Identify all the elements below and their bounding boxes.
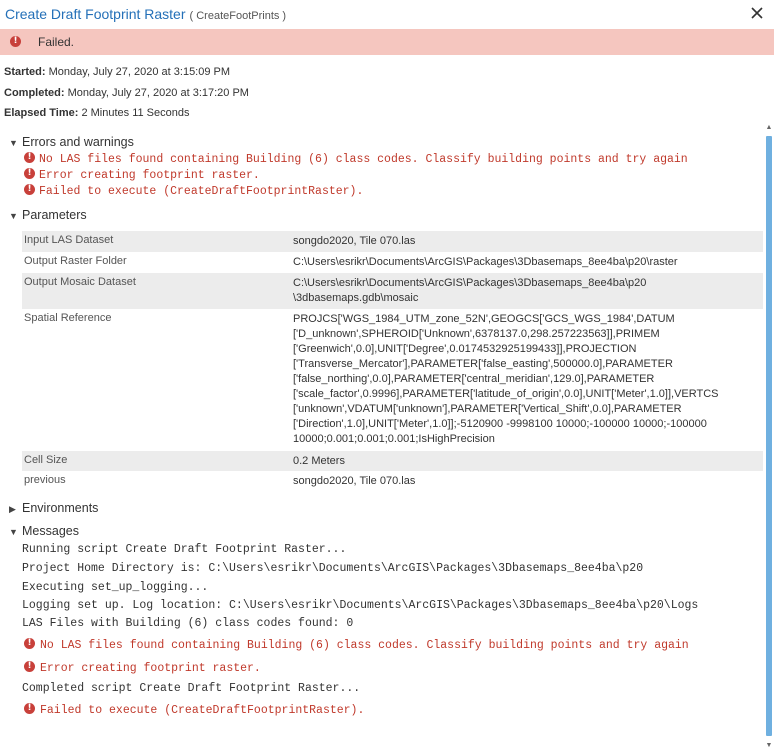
param-name: Spatial Reference bbox=[24, 312, 112, 324]
message-error-text: Failed to execute (CreateDraftFootprintRaster). bbox=[40, 704, 365, 717]
param-value bbox=[293, 234, 753, 249]
param-row bbox=[22, 309, 763, 451]
messages-section-header[interactable] bbox=[9, 524, 79, 538]
message-line: Running script Create Draft Footprint Raster... bbox=[22, 543, 347, 556]
message-line: LAS Files with Building (6) class codes found: 0 bbox=[22, 617, 354, 630]
param-value-line: songdo2020, Tile 070.las bbox=[293, 235, 416, 247]
message-line: Project Home Directory is: C:\Users\esrikr\Documents\ArcGIS\Packages\3Dbasemaps_8ee4ba\p20 bbox=[22, 562, 644, 575]
error-icon: ! bbox=[24, 638, 35, 649]
elapsed-info bbox=[4, 107, 189, 119]
param-value bbox=[293, 255, 753, 270]
parameters-heading: Parameters bbox=[22, 208, 87, 222]
chevron-right-icon: ▶ bbox=[9, 504, 16, 514]
error-icon: ! bbox=[24, 703, 35, 714]
errors-section-header[interactable] bbox=[9, 135, 134, 149]
scroll-up-icon[interactable]: ▲ bbox=[765, 124, 773, 131]
message-error-line bbox=[24, 639, 689, 652]
param-value-line: C:\Users\esrikr\Documents\ArcGIS\Packages\3Dbasemaps_8ee4ba\p20 bbox=[293, 277, 647, 289]
started-label: Started: bbox=[4, 66, 46, 78]
param-value-line: C:\Users\esrikr\Documents\ArcGIS\Packages\3Dbasemaps_8ee4ba\p20\raster bbox=[293, 256, 678, 268]
message-error-text: No LAS files found containing Building (6) class codes. Classify building points and try again bbox=[40, 639, 689, 652]
started-info bbox=[4, 66, 230, 78]
param-name: Output Raster Folder bbox=[24, 255, 127, 267]
vertical-scrollbar[interactable] bbox=[764, 124, 774, 754]
chevron-down-icon: ▼ bbox=[9, 527, 18, 537]
param-value-line: ['scale_factor',0.9996],PARAMETER['latitude_of_origin',0.0],UNIT['Meter',1.0]],VERTCS bbox=[293, 388, 719, 400]
param-value bbox=[293, 312, 753, 447]
environments-section-header[interactable] bbox=[9, 501, 98, 515]
param-value-line: ['Transverse_Mercator'],PARAMETER['false_easting',500000.0],PARAMETER bbox=[293, 358, 673, 370]
started-value: Monday, July 27, 2020 at 3:15:09 PM bbox=[48, 66, 231, 78]
message-error-text: Error creating footprint raster. bbox=[40, 662, 261, 675]
completed-value: Monday, July 27, 2020 at 3:17:20 PM bbox=[67, 87, 249, 99]
message-error-line bbox=[24, 704, 364, 717]
message-line: Completed script Create Draft Footprint Raster... bbox=[22, 682, 361, 695]
completed-label: Completed: bbox=[4, 87, 65, 99]
tool-title: Create Draft Footprint Raster bbox=[5, 6, 186, 22]
param-row bbox=[22, 273, 763, 309]
messages-heading: Messages bbox=[22, 524, 79, 538]
param-value-line: ['D_unknown',SPHEROID['Unknown',6378137.0,298.257223563]],PRIMEM bbox=[293, 328, 660, 340]
param-name: Output Mosaic Dataset bbox=[24, 276, 136, 288]
param-value bbox=[293, 454, 753, 469]
param-value-line: 0.2 Meters bbox=[293, 455, 345, 467]
parameters-table bbox=[22, 231, 763, 492]
error-item bbox=[24, 169, 260, 182]
param-row bbox=[22, 471, 763, 492]
error-icon: ! bbox=[24, 168, 35, 179]
elapsed-value: 2 Minutes 11 Seconds bbox=[81, 107, 190, 119]
title-bar bbox=[0, 0, 774, 28]
error-text: Error creating footprint raster. bbox=[39, 169, 260, 182]
param-value-line: ['unknown',VDATUM['unknown'],PARAMETER['Vertical_Shift',0.0],PARAMETER bbox=[293, 403, 682, 415]
param-value-line: \3dbasemaps.gdb\mosaic bbox=[293, 292, 419, 304]
close-icon[interactable] bbox=[750, 6, 764, 20]
environments-heading: Environments bbox=[22, 501, 99, 515]
elapsed-label: Elapsed Time: bbox=[4, 107, 79, 119]
error-icon: ! bbox=[24, 661, 35, 672]
error-icon: ! bbox=[24, 152, 35, 163]
param-value bbox=[293, 276, 753, 306]
message-line: Executing set_up_logging... bbox=[22, 581, 209, 594]
error-icon: ! bbox=[24, 184, 35, 195]
error-item bbox=[24, 153, 688, 166]
param-value-line: songdo2020, Tile 070.las bbox=[293, 475, 416, 487]
param-row bbox=[22, 252, 763, 273]
param-name: Input LAS Dataset bbox=[24, 234, 114, 246]
param-value-line: ['Greenwich',0.0],UNIT['Degree',0.0174532925199433]],PROJECTION bbox=[293, 343, 637, 355]
error-text: No LAS files found containing Building (6) class codes. Classify building points and try again bbox=[39, 153, 688, 166]
dialog-title bbox=[5, 6, 286, 22]
completed-info bbox=[4, 87, 249, 99]
scroll-down-icon[interactable]: ▼ bbox=[765, 742, 773, 749]
param-value bbox=[293, 474, 753, 489]
param-row bbox=[22, 231, 763, 252]
param-value-line: PROJCS['WGS_1984_UTM_zone_52N',GEOGCS['GCS_WGS_1984',DATUM bbox=[293, 313, 675, 325]
error-item bbox=[24, 185, 363, 198]
param-name: previous bbox=[24, 474, 66, 486]
param-value-line: ['false_northing',0.0],PARAMETER['central_meridian',129.0],PARAMETER bbox=[293, 373, 655, 385]
chevron-down-icon: ▼ bbox=[9, 211, 18, 221]
param-name: Cell Size bbox=[24, 454, 68, 466]
message-error-line bbox=[24, 662, 261, 675]
param-value-line: 10000;0.001;0.001;0.001;IsHighPrecision bbox=[293, 433, 495, 445]
errors-heading: Errors and warnings bbox=[22, 135, 134, 149]
status-banner bbox=[0, 29, 774, 55]
param-row bbox=[22, 451, 763, 471]
scrollbar-thumb[interactable] bbox=[766, 136, 772, 736]
message-line: Logging set up. Log location: C:\Users\esrikr\Documents\ArcGIS\Packages\3Dbasemaps_8ee4ba\p20\Logs bbox=[22, 599, 699, 612]
status-text: Failed. bbox=[38, 35, 75, 49]
error-icon: ! bbox=[10, 36, 21, 47]
error-text: Failed to execute (CreateDraftFootprintRaster). bbox=[39, 185, 364, 198]
chevron-down-icon: ▼ bbox=[9, 138, 18, 148]
tool-name: ( CreateFootPrints ) bbox=[189, 10, 287, 22]
param-value-line: ['Direction',1.0],UNIT['Meter',1.0]];-5120900 -9998100 10000;-100000 10000;-100000 bbox=[293, 418, 707, 430]
parameters-section-header[interactable] bbox=[9, 208, 87, 222]
